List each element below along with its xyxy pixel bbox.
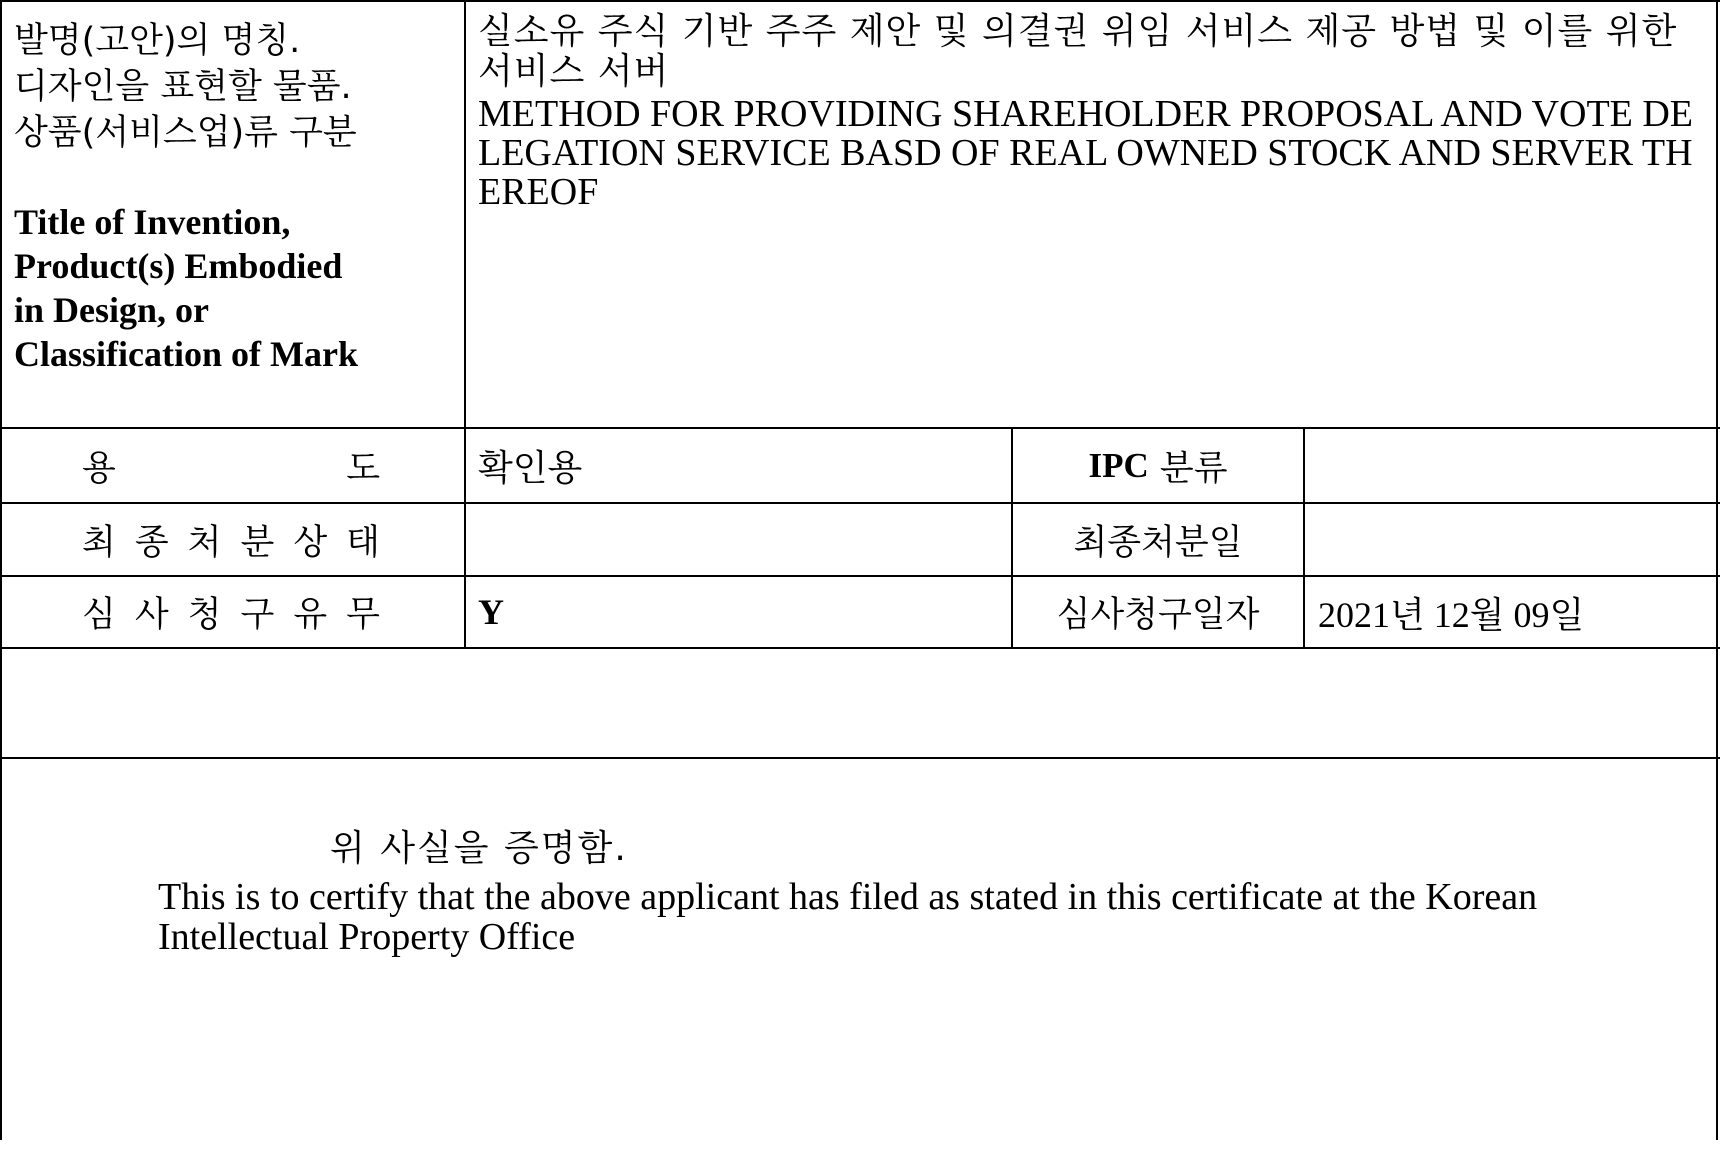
- examination-request-value: Y: [478, 592, 504, 632]
- title-label-en-line: Product(s) Embodied: [14, 246, 343, 286]
- examination-request-date-value: 2021년 12월 09일: [1318, 594, 1585, 635]
- purpose-label: [82, 429, 380, 502]
- final-disposition-date-label: 최종처분일: [1073, 522, 1243, 563]
- invention-title-korean: 실소유 주식 기반 주주 제안 및 의결권 위임 서비스 제공 방법 및 이를 위한 서비스 서버: [478, 11, 1678, 92]
- rule-blank-bottom: [0, 757, 1720, 759]
- label-char: 최: [82, 522, 116, 563]
- ipc-label-prefix: IPC: [1088, 445, 1149, 485]
- label-char: 청: [187, 595, 222, 635]
- rule-value2-col: [1303, 427, 1305, 649]
- ipc-label-suffix: 분류: [1148, 448, 1228, 489]
- ipc-classification-value: [1318, 429, 1713, 502]
- rule-top: [0, 0, 1720, 2]
- title-label-en-line: in Design, or: [14, 290, 210, 330]
- certification-korean: 위 사실을 증명함.: [330, 828, 628, 869]
- label-char: 태: [346, 522, 380, 563]
- title-label-en-line: Classification of Mark: [14, 334, 358, 374]
- label-char: 도: [346, 448, 380, 489]
- label-char: 구: [240, 595, 275, 635]
- title-label-ko-line: 상품(서비스업)류 구분: [14, 113, 357, 153]
- title-label-korean: [14, 18, 454, 156]
- label-char: 심: [82, 595, 116, 635]
- label-char: 무: [346, 595, 380, 635]
- label-char: 유: [293, 595, 328, 635]
- ipc-classification-label: [1013, 429, 1303, 502]
- rule-right: [1716, 0, 1718, 1140]
- invention-title-english: METHOD FOR PROVIDING SHAREHOLDER PROPOSAL AND VOTE DELEGATION SERVICE BASD OF REAL OWNED STOCK AND SERVER THEREOF: [478, 93, 1694, 213]
- title-label-ko-line: 발명(고안)의 명칭.: [14, 21, 301, 61]
- title-label-english: [14, 200, 454, 376]
- label-char: 사: [134, 595, 169, 635]
- label-char: 용: [82, 448, 116, 489]
- label-char: 처: [187, 522, 222, 563]
- rule-label-col: [464, 0, 466, 649]
- label-char: 상: [293, 522, 328, 563]
- rule-row3-bottom: [0, 647, 1720, 649]
- title-label-ko-line: 디자인을 표현할 물품.: [14, 67, 352, 107]
- examination-request-date-label: 심사청구일자: [1056, 595, 1260, 635]
- title-label-en-line: Title of Invention,: [14, 202, 291, 242]
- final-disposition-date-value: [1318, 504, 1713, 575]
- label-char: 분: [240, 522, 275, 563]
- label-char: 종: [134, 522, 169, 563]
- purpose-value: 확인용: [478, 448, 583, 489]
- final-disposition-status-value: [478, 504, 1008, 575]
- rule-left: [0, 0, 2, 1140]
- examination-request-label: [82, 577, 380, 647]
- final-disposition-status-label: [82, 504, 380, 575]
- certification-english: This is to certify that the above applicant has filed as stated in this certificate at the Korean Intellectual Property Office: [158, 876, 1538, 958]
